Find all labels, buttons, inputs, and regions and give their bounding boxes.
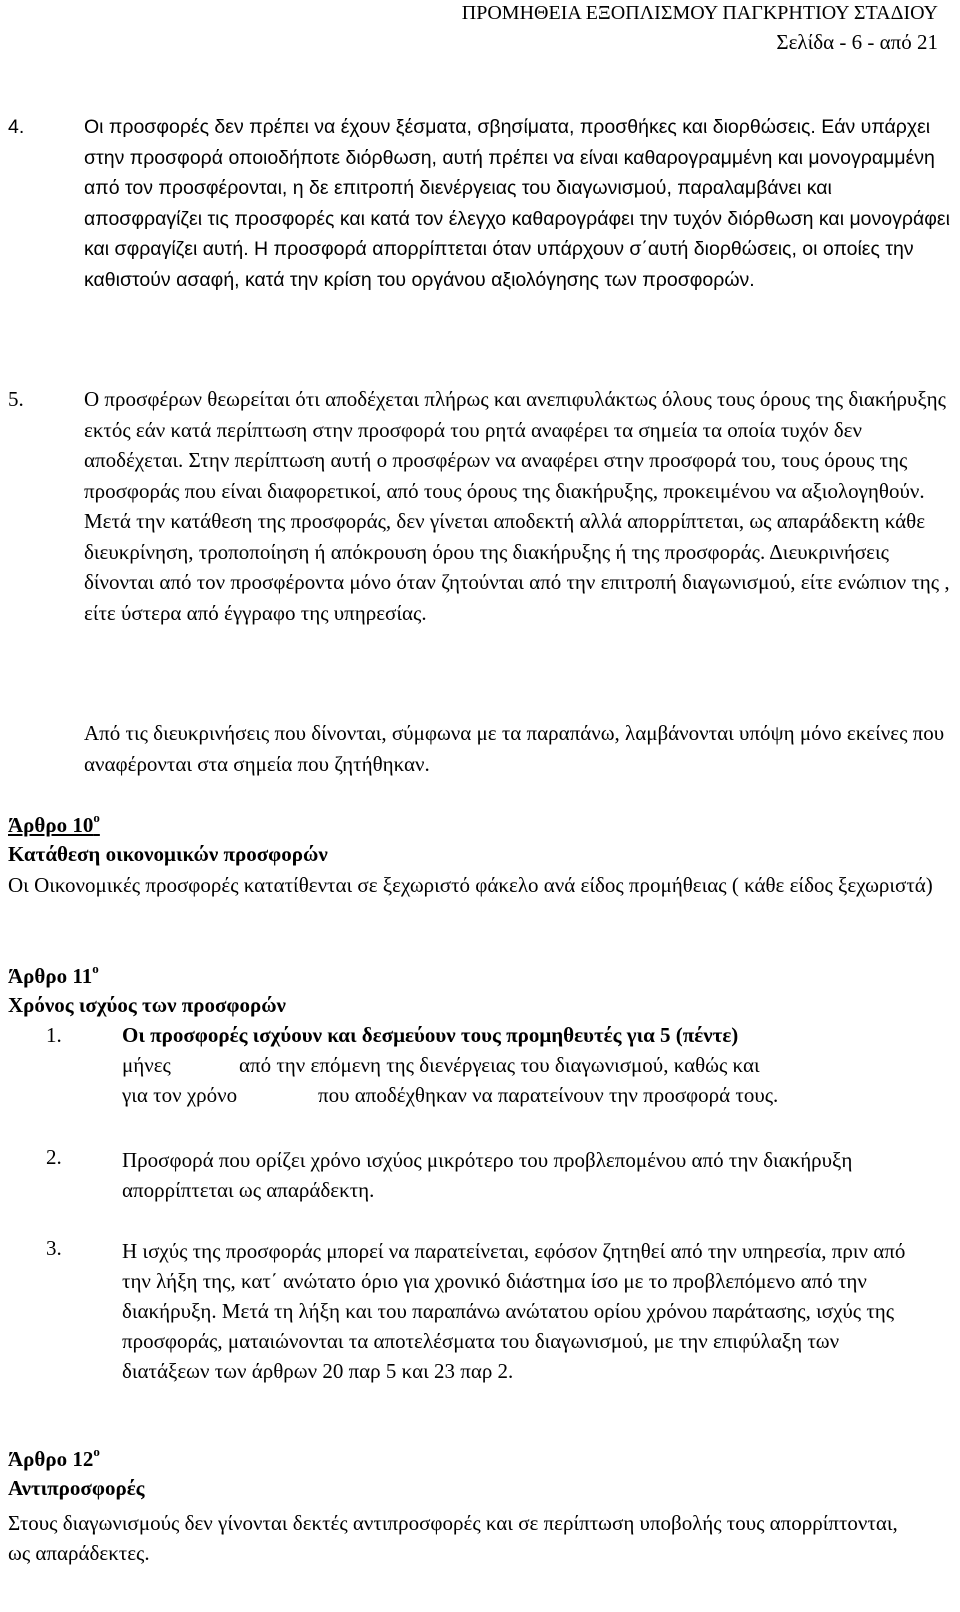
item-4-number: 4. xyxy=(8,116,25,138)
article-11-item-2-number: 2. xyxy=(46,1145,62,1169)
article-10-text: Οι Οικονομικές προσφορές κατατίθενται σε ξεχωριστό φάκελο ανά είδος προμήθειας ( κάθε είδος ξεχωριστά) xyxy=(8,873,933,897)
article-12-title: Αντιπροσφορές xyxy=(8,1476,145,1500)
page-number: Σελίδα - 6 - από 21 xyxy=(776,30,938,54)
article-10-heading: Άρθρο $10^o$ xyxy=(8,810,100,837)
article-11-item-3-text: Η ισχύς της προσφοράς μπορεί να παρατείνεται, εφόσον ζητηθεί από την υπηρεσία, πριν από την λήξη της, κατ΄ ανώτατο όριο για χρονικό διάστημα ίσο με το προβλεπόμενο από την διακήρυξη. Μετά τη λήξη και του παραπάνω ανώτατου ορίου χρόνου παράτασης, ισχύς της προσφοράς, ματαιώνονται τα αποτελέσματα του διαγωνισμού, με την επιφύλαξη των διατάξεων των άρθρων 20 παρ 5 και 23 παρ 2. xyxy=(122,1239,906,1383)
article-11-item-1-line-3: που αποδέχθηκαν να παρατείνουν την προσφορά τους. xyxy=(318,1083,779,1107)
article-11-item-2-text: Προσφορά που ορίζει χρόνο ισχύος μικρότερο του προβλεπομένου από την διακήρυξη απορρίπτεται ως απαράδεκτη. xyxy=(122,1148,853,1202)
article-11-item-1-months: μήνες xyxy=(122,1053,171,1077)
article-11-title: Χρόνος ισχύος των προσφορών xyxy=(8,993,286,1017)
item-4-text: Οι προσφορές δεν πρέπει να έχουν ξέσματα, σβησίματα, προσθήκες και διορθώσεις. Εάν υπάρχει στην προσφορά οποιοδήποτε διόρθωση, αυτή πρέπει να είναι καθαρογραμμένη και μονογραμμένη από τον προσφέρονται, η δε επιτροπή διενέργειας του διαγωνισμού, παραλαμβάνει και αποσφραγίζει τις προσφορές και κατά τον έλεγχο καθαρογράφει την τυχόν διόρθωση και μονογράφει και σφραγίζει αυτή. Η προσφορά απορρίπτεται όταν υπάρχουν σ΄αυτή διορθώσεις, οι οποίες την καθιστούν ασαφή, κατά την κρίση του οργάνου αξιολόγησης των προσφορών. xyxy=(84,116,950,291)
article-11-item-1-line-1: Οι προσφορές ισχύουν και δεσμεύουν τους προμηθευτές για 5 (πέντε) xyxy=(122,1023,739,1047)
article-11-item-1-number: 1. xyxy=(46,1023,62,1047)
article-11-item-3-number: 3. xyxy=(46,1236,62,1260)
article-12-text: Στους διαγωνισμούς δεν γίνονται δεκτές αντιπροσφορές και σε περίπτωση υποβολής τους απορρίπτονται, ως απαράδεκτες. xyxy=(8,1511,898,1565)
article-11-item-1-duration: για τον χρόνο xyxy=(122,1083,238,1107)
article-11-item-1-line-2: από την επόμενη της διενέργειας του διαγωνισμού, καθώς και xyxy=(239,1053,760,1077)
article-12-heading: Άρθρο $12^o$ xyxy=(8,1444,100,1471)
document-title: ΠΡΟΜΗΘΕΙΑ ΕΞΟΠΛΙΣΜΟΥ ΠΑΓΚΡΗΤΙΟΥ ΣΤΑΔΙΟΥ xyxy=(461,2,938,24)
item-5-text: Ο προσφέρων θεωρείται ότι αποδέχεται πλήρως και ανεπιφυλάκτως όλους τους όρους της διακήρυξης εκτός εάν κατά περίπτωση στην προσφορά του ρητά αναφέρει τα σημεία τα οποία τυχόν δεν αποδέχεται. Στην περίπτωση αυτή ο προσφέρων να αναφέρει στην προσφορά του, τους όρους της προσφοράς που είναι διαφορετικοί, από τους όρους της διακήρυξης, προκειμένου να αξιολογηθούν. Μετά την κατάθεση της προσφοράς, δεν γίνεται αποδεκτή αλλά απορρίπτεται, ως απαράδεκτη κάθε διευκρίνηση, τροποποίηση ή απόκρουση όρου της διακήρυξης ή της προσφοράς. Διευκρινήσεις δίνονται από τον προσφέροντα μόνο όταν ζητούνται από την επιτροπή διαγωνισμού, είτε ενώπιον της , είτε ύστερα από έγγραφο της υπηρεσίας. xyxy=(84,387,950,625)
article-10-title: Κατάθεση οικονομικών προσφορών xyxy=(8,842,328,866)
article-11-heading: Άρθρο $11^o$ xyxy=(8,961,99,988)
item-5-number: 5. xyxy=(8,387,24,411)
item-5-clarification: Από τις διευκρινήσεις που δίνονται, σύμφωνα με τα παραπάνω, λαμβάνονται υπόψη μόνο εκείνες που αναφέρονται στα σημεία που ζητήθηκαν. xyxy=(84,721,945,776)
